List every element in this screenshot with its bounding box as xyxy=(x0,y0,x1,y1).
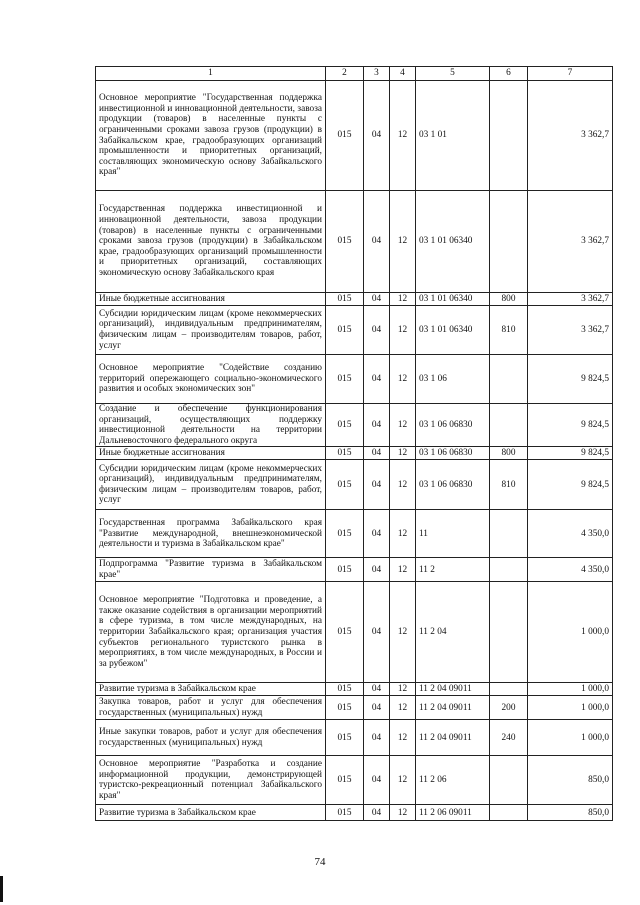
subsection-code-cell: 12 xyxy=(390,558,416,582)
table-row xyxy=(96,460,613,510)
subsection-code-cell: 12 xyxy=(390,460,416,510)
subsection-code-cell: 12 xyxy=(390,805,416,821)
expense-type-cell: 810 xyxy=(490,460,528,510)
description-cell: Основное мероприятие "Государственная поддержка инвестиционной и инновационной деятельности, завоза продукции (товаров) в населенные пункты с ограниченными сроками завоза грузов (продукции) в Забайкальском крае, градообразующих организаций промышленности и приоритетных организаций, составляющих экономическую основу Забайкальского края" xyxy=(96,81,326,191)
expense-type-cell xyxy=(490,582,528,683)
description-cell: Субсидии юридическим лицам (кроме некоммерческих организаций), индивидуальным предпринимателям, физическим лицам – производителям товаров, работ, услуг xyxy=(96,460,326,510)
budget-table xyxy=(95,66,613,821)
amount-cell: 4 350,0 xyxy=(528,558,613,582)
subsection-code-cell: 12 xyxy=(390,306,416,355)
ministry-code-cell: 015 xyxy=(326,447,364,460)
subsection-code-cell: 12 xyxy=(390,404,416,447)
section-code-cell: 04 xyxy=(364,81,390,191)
target-article-cell: 03 1 01 06340 xyxy=(416,306,490,355)
target-article-cell: 11 2 04 09011 xyxy=(416,683,490,696)
section-code-cell: 04 xyxy=(364,720,390,756)
expense-type-cell xyxy=(490,404,528,447)
scan-edge-mark xyxy=(0,876,3,902)
subsection-code-cell: 12 xyxy=(390,355,416,404)
expense-type-cell: 800 xyxy=(490,447,528,460)
target-article-cell: 03 1 06 xyxy=(416,355,490,404)
section-code-cell: 04 xyxy=(364,404,390,447)
section-code-cell: 04 xyxy=(364,447,390,460)
subsection-code-cell: 12 xyxy=(390,510,416,558)
amount-cell: 9 824,5 xyxy=(528,404,613,447)
section-code-cell: 04 xyxy=(364,582,390,683)
description-cell: Иные бюджетные ассигнования xyxy=(96,293,326,306)
subsection-code-cell: 12 xyxy=(390,720,416,756)
expense-type-cell xyxy=(490,558,528,582)
expense-type-cell xyxy=(490,191,528,293)
ministry-code-cell: 015 xyxy=(326,293,364,306)
target-article-cell: 03 1 01 xyxy=(416,81,490,191)
amount-cell: 9 824,5 xyxy=(528,355,613,404)
target-article-cell: 03 1 06 06830 xyxy=(416,447,490,460)
budget-table-body xyxy=(96,67,613,821)
target-article-cell: 11 2 xyxy=(416,558,490,582)
description-cell: Подпрограмма "Развитие туризма в Забайкальском крае" xyxy=(96,558,326,582)
subsection-code-cell: 12 xyxy=(390,696,416,720)
amount-cell: 3 362,7 xyxy=(528,81,613,191)
table-row xyxy=(96,447,613,460)
amount-cell: 9 824,5 xyxy=(528,460,613,510)
subsection-code-cell: 12 xyxy=(390,293,416,306)
expense-type-cell xyxy=(490,805,528,821)
column-number-5: 5 xyxy=(416,67,490,81)
ministry-code-cell: 015 xyxy=(326,582,364,683)
ministry-code-cell: 015 xyxy=(326,510,364,558)
amount-cell: 1 000,0 xyxy=(528,720,613,756)
target-article-cell: 03 1 06 06830 xyxy=(416,404,490,447)
section-code-cell: 04 xyxy=(364,558,390,582)
table-row xyxy=(96,510,613,558)
ministry-code-cell: 015 xyxy=(326,805,364,821)
amount-cell: 850,0 xyxy=(528,805,613,821)
subsection-code-cell: 12 xyxy=(390,683,416,696)
expense-type-cell: 810 xyxy=(490,306,528,355)
expense-type-cell: 800 xyxy=(490,293,528,306)
description-cell: Основное мероприятие "Содействие созданию территорий опережающего социально-экономического развития и особых экономических зон" xyxy=(96,355,326,404)
column-number-4: 4 xyxy=(390,67,416,81)
table-row xyxy=(96,81,613,191)
ministry-code-cell: 015 xyxy=(326,306,364,355)
amount-cell: 3 362,7 xyxy=(528,306,613,355)
table-row xyxy=(96,582,613,683)
table-row xyxy=(96,558,613,582)
section-code-cell: 04 xyxy=(364,355,390,404)
subsection-code-cell: 12 xyxy=(390,756,416,805)
ministry-code-cell: 015 xyxy=(326,460,364,510)
expense-type-cell: 200 xyxy=(490,696,528,720)
column-number-1: 1 xyxy=(96,67,326,81)
description-cell: Государственная программа Забайкальского края "Развитие международной, внешнеэкономической деятельности и туризма в Забайкальском крае" xyxy=(96,510,326,558)
amount-cell: 850,0 xyxy=(528,756,613,805)
table-row xyxy=(96,720,613,756)
table-row xyxy=(96,683,613,696)
target-article-cell: 11 2 04 09011 xyxy=(416,696,490,720)
amount-cell: 9 824,5 xyxy=(528,447,613,460)
description-cell: Основное мероприятие "Подготовка и проведение, а также оказание содействия в организации мероприятий в сфере туризма, в том числе международных, на территории Забайкальского края; организация участия субъектов регионального туристского рынка в мероприятиях, в том числе международных, в России и за рубежом" xyxy=(96,582,326,683)
section-code-cell: 04 xyxy=(364,756,390,805)
subsection-code-cell: 12 xyxy=(390,447,416,460)
target-article-cell: 11 2 06 09011 xyxy=(416,805,490,821)
section-code-cell: 04 xyxy=(364,293,390,306)
expense-type-cell xyxy=(490,683,528,696)
section-code-cell: 04 xyxy=(364,805,390,821)
table-row xyxy=(96,696,613,720)
target-article-cell: 11 2 04 09011 xyxy=(416,720,490,756)
target-article-cell: 11 2 06 xyxy=(416,756,490,805)
ministry-code-cell: 015 xyxy=(326,696,364,720)
description-cell: Государственная поддержка инвестиционной и инновационной деятельности, завоза продукции (товаров) в населенные пункты с ограниченными сроками завоза грузов (продукции) в Забайкальском крае, градообразующих организаций промышленности и приоритетных организаций, составляющих экономическую основу Забайкальского края xyxy=(96,191,326,293)
ministry-code-cell: 015 xyxy=(326,756,364,805)
section-code-cell: 04 xyxy=(364,191,390,293)
description-cell: Иные закупки товаров, работ и услуг для обеспечения государственных (муниципальных) нужд xyxy=(96,720,326,756)
table-header-row xyxy=(96,67,613,81)
ministry-code-cell: 015 xyxy=(326,683,364,696)
table-row xyxy=(96,404,613,447)
amount-cell: 1 000,0 xyxy=(528,683,613,696)
amount-cell: 3 362,7 xyxy=(528,191,613,293)
amount-cell: 3 362,7 xyxy=(528,293,613,306)
table-row xyxy=(96,306,613,355)
description-cell: Закупка товаров, работ и услуг для обеспечения государственных (муниципальных) нужд xyxy=(96,696,326,720)
column-number-3: 3 xyxy=(364,67,390,81)
description-cell: Основное мероприятие "Разработка и создание информационной продукции, демонстрирующей туристско-рекреационный потенциал Забайкальского края" xyxy=(96,756,326,805)
target-article-cell: 03 1 06 06830 xyxy=(416,460,490,510)
description-cell: Субсидии юридическим лицам (кроме некоммерческих организаций), индивидуальным предпринимателям, физическим лицам – производителям товаров, работ, услуг xyxy=(96,306,326,355)
ministry-code-cell: 015 xyxy=(326,191,364,293)
ministry-code-cell: 015 xyxy=(326,558,364,582)
target-article-cell: 03 1 01 06340 xyxy=(416,191,490,293)
amount-cell: 1 000,0 xyxy=(528,582,613,683)
description-cell: Развитие туризма в Забайкальском крае xyxy=(96,683,326,696)
expense-type-cell xyxy=(490,756,528,805)
target-article-cell: 11 xyxy=(416,510,490,558)
expense-type-cell xyxy=(490,510,528,558)
amount-cell: 1 000,0 xyxy=(528,696,613,720)
ministry-code-cell: 015 xyxy=(326,81,364,191)
description-cell: Создание и обеспечение функционирования организаций, осуществляющих поддержку инвестиционной деятельности на территории Дальневосточного федерального округа xyxy=(96,404,326,447)
target-article-cell: 03 1 01 06340 xyxy=(416,293,490,306)
column-number-2: 2 xyxy=(326,67,364,81)
column-number-6: 6 xyxy=(490,67,528,81)
subsection-code-cell: 12 xyxy=(390,582,416,683)
table-row xyxy=(96,355,613,404)
table-row xyxy=(96,191,613,293)
section-code-cell: 04 xyxy=(364,696,390,720)
subsection-code-cell: 12 xyxy=(390,191,416,293)
description-cell: Развитие туризма в Забайкальском крае xyxy=(96,805,326,821)
column-number-7: 7 xyxy=(528,67,613,81)
table-row xyxy=(96,293,613,306)
subsection-code-cell: 12 xyxy=(390,81,416,191)
expense-type-cell xyxy=(490,81,528,191)
ministry-code-cell: 015 xyxy=(326,404,364,447)
description-cell: Иные бюджетные ассигнования xyxy=(96,447,326,460)
expense-type-cell xyxy=(490,355,528,404)
section-code-cell: 04 xyxy=(364,306,390,355)
section-code-cell: 04 xyxy=(364,510,390,558)
table-row xyxy=(96,756,613,805)
expense-type-cell: 240 xyxy=(490,720,528,756)
amount-cell: 4 350,0 xyxy=(528,510,613,558)
section-code-cell: 04 xyxy=(364,683,390,696)
section-code-cell: 04 xyxy=(364,460,390,510)
table-row xyxy=(96,805,613,821)
ministry-code-cell: 015 xyxy=(326,355,364,404)
page-number: 74 xyxy=(314,856,326,868)
target-article-cell: 11 2 04 xyxy=(416,582,490,683)
ministry-code-cell: 015 xyxy=(326,720,364,756)
